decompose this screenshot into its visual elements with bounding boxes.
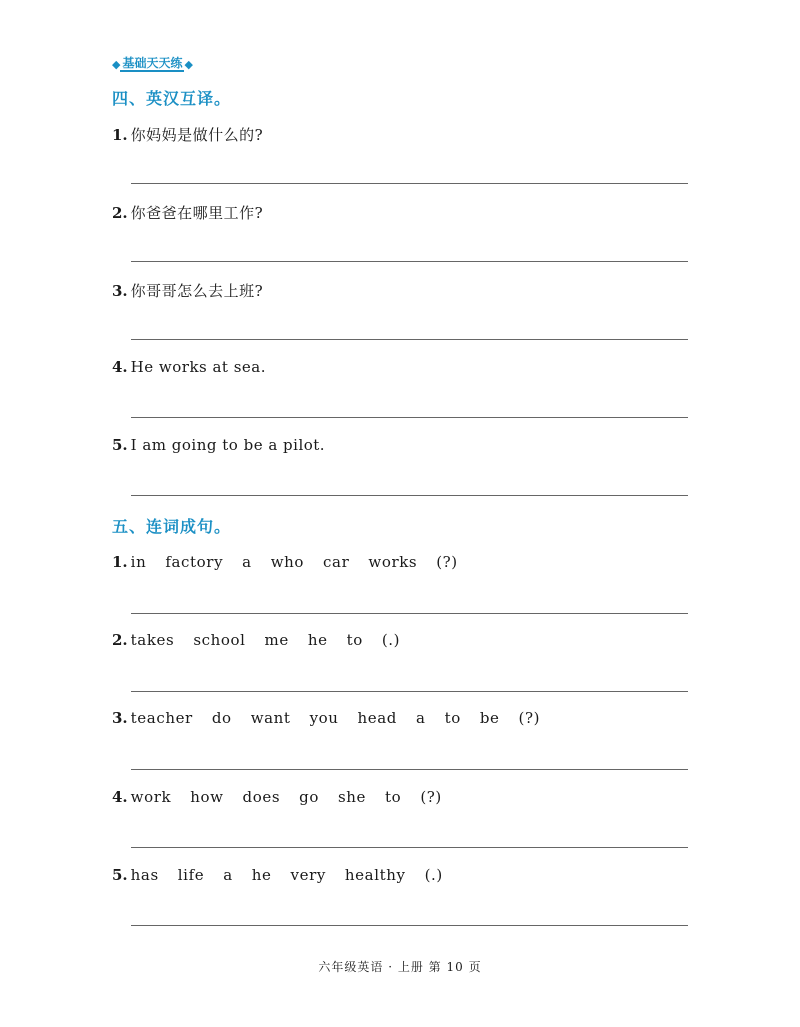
answer-line[interactable] xyxy=(131,183,688,184)
word: car xyxy=(323,553,350,571)
answer-line[interactable] xyxy=(131,691,688,692)
question-text: He works at sea. xyxy=(130,358,267,376)
punctuation-hint: (?) xyxy=(420,788,442,806)
word: me xyxy=(264,631,289,649)
diamond-icon: ◆ xyxy=(112,57,121,71)
answer-line[interactable] xyxy=(131,613,688,614)
scrambled-words xyxy=(131,631,400,649)
scrambled-words xyxy=(131,553,458,571)
translation-question xyxy=(112,280,263,302)
question-number: 5. xyxy=(112,866,128,884)
punctuation-hint: (?) xyxy=(436,553,458,571)
word: a xyxy=(223,866,233,884)
word: very xyxy=(290,866,326,884)
word: you xyxy=(309,709,339,727)
daily-practice-banner xyxy=(112,56,193,72)
answer-line[interactable] xyxy=(131,769,688,770)
answer-line[interactable] xyxy=(131,261,688,262)
scrambled-words xyxy=(131,788,442,806)
translation-question xyxy=(112,358,266,380)
question-number: 3. xyxy=(112,709,128,727)
punctuation-hint: (.) xyxy=(381,631,401,649)
word: he xyxy=(251,866,272,884)
word: to xyxy=(385,788,402,806)
word: be xyxy=(479,709,500,727)
word: a xyxy=(242,553,252,571)
word: how xyxy=(190,788,224,806)
word-order-question xyxy=(112,553,458,575)
word: healthy xyxy=(344,866,406,884)
section-title: 五、连词成句。 xyxy=(112,517,232,536)
question-text: 你妈妈是做什么的? xyxy=(130,126,264,144)
translation-question xyxy=(112,124,263,146)
answer-line[interactable] xyxy=(131,847,688,848)
word: want xyxy=(250,709,291,727)
word: factory xyxy=(165,553,224,571)
question-number: 1. xyxy=(112,126,128,144)
question-number: 5. xyxy=(112,436,128,454)
word-order-question xyxy=(112,709,540,731)
punctuation-hint: (.) xyxy=(424,866,443,884)
word: head xyxy=(357,709,398,727)
translation-question xyxy=(112,436,325,458)
scrambled-words xyxy=(131,709,540,727)
section-title: 四、英汉互译。 xyxy=(112,89,232,108)
question-number: 4. xyxy=(112,788,128,806)
question-text: 你哥哥怎么去上班? xyxy=(130,282,264,300)
question-number: 2. xyxy=(112,204,128,222)
question-number: 3. xyxy=(112,282,128,300)
word: to xyxy=(444,709,461,727)
question-number: 2. xyxy=(112,631,128,649)
answer-line[interactable] xyxy=(131,339,688,340)
punctuation-hint: (?) xyxy=(518,709,541,727)
word: life xyxy=(177,866,205,884)
word-order-question xyxy=(112,788,442,810)
word-order-question xyxy=(112,866,443,888)
word: in xyxy=(130,553,147,571)
word: takes xyxy=(130,631,175,649)
answer-line[interactable] xyxy=(131,417,688,418)
word: go xyxy=(299,788,319,806)
word: do xyxy=(211,709,232,727)
word: work xyxy=(130,788,172,806)
word: does xyxy=(242,788,281,806)
word: she xyxy=(338,788,367,806)
question-number: 4. xyxy=(112,358,128,376)
diamond-icon: ◆ xyxy=(184,57,193,71)
word: who xyxy=(270,553,305,571)
word: works xyxy=(368,553,418,571)
scrambled-words xyxy=(131,866,443,884)
banner-label: 基础天天练 xyxy=(122,56,183,70)
word: teacher xyxy=(130,709,193,727)
word: to xyxy=(346,631,363,649)
word: school xyxy=(193,631,246,649)
word-order-question xyxy=(112,631,400,653)
question-text: 你爸爸在哪里工作? xyxy=(130,204,264,222)
question-text: I am going to be a pilot. xyxy=(130,436,326,454)
question-number: 1. xyxy=(112,553,128,571)
word: a xyxy=(416,709,426,727)
word: he xyxy=(307,631,328,649)
translation-question xyxy=(112,202,263,224)
page-footer: 六年级英语 · 上册 第 10 页 xyxy=(318,960,482,974)
word: has xyxy=(130,866,159,884)
answer-line[interactable] xyxy=(131,925,688,926)
answer-line[interactable] xyxy=(131,495,688,496)
